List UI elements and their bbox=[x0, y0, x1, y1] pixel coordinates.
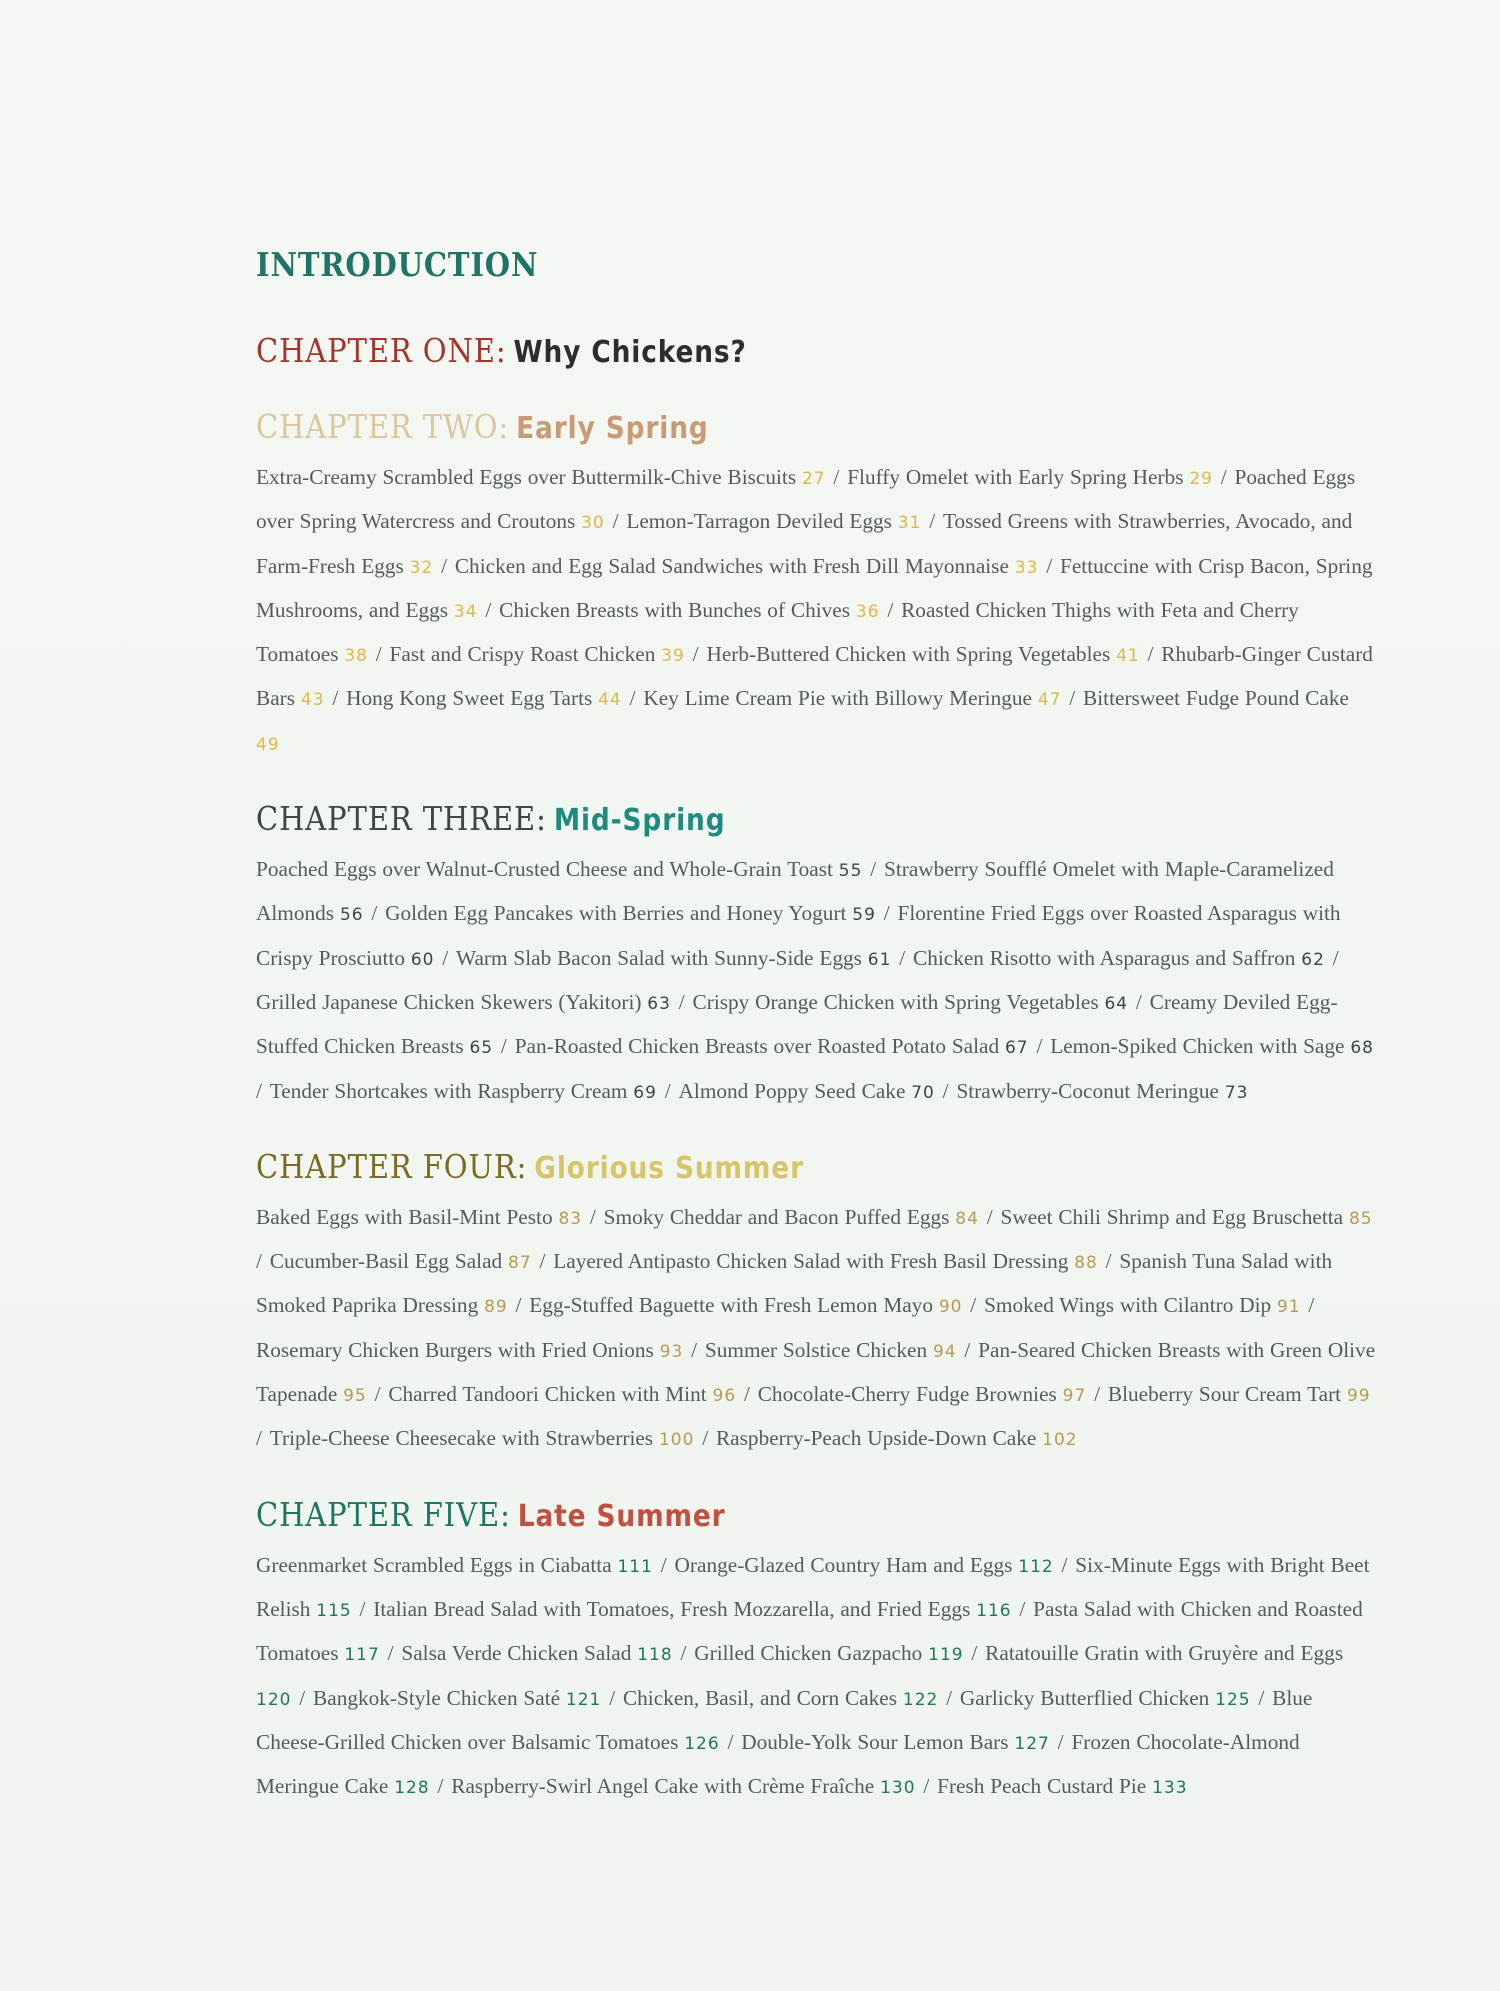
recipe-title: Fettuccine with Crisp Bacon, Spring Mushrooms, and Eggs bbox=[256, 553, 1373, 622]
recipe-page-number: 119 bbox=[928, 1645, 964, 1666]
separator-slash: / bbox=[864, 857, 882, 882]
recipe-title: Tender Shortcakes with Raspberry Cream bbox=[269, 1078, 628, 1103]
chapter-heading[interactable] bbox=[256, 407, 1242, 446]
recipe-page-number: 29 bbox=[1189, 469, 1213, 489]
separator-slash: / bbox=[721, 1729, 740, 1754]
recipe-title: Layered Antipasto Chicken Salad with Fresh Basil Dressing bbox=[553, 1249, 1069, 1274]
recipe-title: Key Lime Cream Pie with Billowy Meringue bbox=[643, 686, 1032, 711]
recipe-entry[interactable] bbox=[270, 1249, 532, 1273]
toc-content bbox=[256, 245, 1376, 1845]
recipe-page-number: 41 bbox=[1116, 646, 1140, 667]
separator-slash: / bbox=[936, 1078, 955, 1103]
recipe-entry[interactable] bbox=[529, 1293, 962, 1317]
recipe-entry[interactable] bbox=[256, 1205, 582, 1229]
recipe-title: Chocolate-Cherry Fudge Brownies bbox=[757, 1382, 1057, 1407]
chapter-label: CHAPTER TWO: bbox=[256, 407, 510, 446]
recipe-entry[interactable] bbox=[956, 1079, 1248, 1103]
chapter-heading[interactable] bbox=[256, 1494, 1242, 1534]
separator-slash: / bbox=[980, 1204, 999, 1229]
separator-slash: / bbox=[365, 901, 384, 926]
recipe-title: Extra-Creamy Scrambled Eggs over Buttermilk-Chive Biscuits bbox=[256, 465, 797, 489]
recipe-title: Roasted Chicken Thighs with Feta and Cherry Tomatoes bbox=[256, 597, 1299, 667]
separator-slash: / bbox=[1252, 1685, 1271, 1710]
recipe-entry[interactable] bbox=[705, 1338, 957, 1362]
recipe-title: Salsa Verde Chicken Salad bbox=[401, 1641, 632, 1666]
recipe-page-number: 64 bbox=[1104, 993, 1129, 1014]
recipe-page-number: 44 bbox=[598, 690, 622, 711]
recipe-entry[interactable] bbox=[758, 1382, 1087, 1406]
separator-slash: / bbox=[1130, 989, 1148, 1014]
recipe-page-number: 115 bbox=[316, 1600, 352, 1621]
separator-slash: / bbox=[1326, 945, 1339, 970]
recipe-page-number: 121 bbox=[565, 1689, 602, 1710]
recipe-list bbox=[256, 1544, 1376, 1810]
separator-slash: / bbox=[368, 1382, 387, 1407]
recipe-title: Double-Yolk Sour Lemon Bars bbox=[741, 1729, 1009, 1754]
recipe-page-number: 125 bbox=[1215, 1689, 1251, 1710]
recipe-entry[interactable] bbox=[401, 1641, 672, 1665]
recipe-page-number: 65 bbox=[469, 1038, 494, 1059]
recipe-entry[interactable] bbox=[456, 946, 891, 970]
recipe-title: Pasta Salad with Chicken and Roasted Tomatoes bbox=[256, 1596, 1363, 1666]
recipe-page-number: 111 bbox=[617, 1556, 653, 1577]
recipe-entry[interactable] bbox=[643, 686, 1061, 710]
recipe-page-number: 118 bbox=[637, 1645, 673, 1666]
recipe-page-number: 99 bbox=[1346, 1386, 1371, 1407]
recipe-entry[interactable] bbox=[390, 642, 685, 666]
recipe-title: Smoked Wings with Cilantro Dip bbox=[984, 1293, 1272, 1318]
separator-slash: / bbox=[958, 1337, 977, 1362]
recipe-page-number: 39 bbox=[661, 646, 685, 667]
recipe-page-number: 128 bbox=[394, 1778, 430, 1799]
recipe-page-number: 112 bbox=[1018, 1556, 1054, 1577]
recipe-entry[interactable] bbox=[937, 1774, 1187, 1798]
recipe-page-number: 43 bbox=[300, 690, 325, 711]
recipe-page-number: 38 bbox=[344, 646, 368, 667]
recipe-entry[interactable] bbox=[741, 1730, 1050, 1754]
recipe-title: Pan-Roasted Chicken Breasts over Roasted Potato Salad bbox=[514, 1034, 1000, 1059]
separator-slash: / bbox=[1214, 465, 1233, 489]
recipe-entry[interactable] bbox=[451, 1774, 915, 1798]
recipe-entry[interactable] bbox=[960, 1686, 1251, 1710]
recipe-title: Six-Minute Eggs with Bright Beet Relish bbox=[256, 1552, 1370, 1621]
recipe-entry[interactable] bbox=[256, 857, 862, 881]
recipe-title: Egg-Stuffed Baguette with Fresh Lemon Mayo bbox=[529, 1293, 934, 1318]
recipe-page-number: 95 bbox=[343, 1386, 367, 1407]
recipe-page-number: 56 bbox=[339, 905, 364, 926]
recipe-entry[interactable] bbox=[706, 642, 1139, 666]
recipe-page-number: 32 bbox=[409, 557, 434, 578]
recipe-page-number: 96 bbox=[712, 1386, 737, 1407]
recipe-entry[interactable] bbox=[679, 1079, 935, 1103]
separator-slash: / bbox=[584, 1204, 602, 1229]
recipe-page-number: 68 bbox=[1350, 1038, 1374, 1059]
chapter-subtitle: Late Summer bbox=[517, 1498, 726, 1534]
recipe-title: Smoky Cheddar and Bacon Puffed Eggs bbox=[603, 1204, 950, 1229]
separator-slash: / bbox=[435, 553, 453, 578]
recipe-title: Baked Eggs with Basil-Mint Pesto bbox=[256, 1204, 553, 1229]
recipe-title: Poached Eggs over Spring Watercress and Croutons bbox=[256, 465, 1356, 534]
recipe-entry[interactable] bbox=[623, 1686, 938, 1710]
recipe-title: Fresh Peach Custard Pie bbox=[937, 1774, 1147, 1799]
separator-slash: / bbox=[381, 1641, 400, 1666]
recipe-page-number: 126 bbox=[684, 1733, 720, 1754]
recipe-entry[interactable] bbox=[499, 598, 879, 622]
recipe-page-number: 90 bbox=[938, 1297, 963, 1318]
chapter-block bbox=[256, 1146, 1376, 1462]
separator-slash: / bbox=[672, 989, 691, 1014]
recipe-title: Fast and Crispy Roast Chicken bbox=[389, 642, 656, 667]
separator-slash: / bbox=[1302, 1293, 1315, 1318]
separator-slash: / bbox=[533, 1249, 552, 1274]
recipe-title: Chicken Breasts with Bunches of Chives bbox=[499, 597, 851, 622]
recipe-title: Raspberry-Swirl Angel Cake with Crème Fraîche bbox=[451, 1774, 875, 1799]
recipe-page-number: 117 bbox=[344, 1645, 380, 1666]
recipe-title: Golden Egg Pancakes with Berries and Honey Yogurt bbox=[385, 901, 847, 926]
recipe-page-number: 67 bbox=[1004, 1038, 1029, 1059]
recipe-page-number: 83 bbox=[558, 1208, 583, 1229]
recipe-page-number: 87 bbox=[508, 1253, 532, 1274]
recipe-list bbox=[256, 1196, 1376, 1462]
recipe-title: Lemon-Tarragon Deviled Eggs bbox=[626, 509, 892, 534]
recipe-entry[interactable] bbox=[626, 509, 921, 533]
separator-slash: / bbox=[1030, 1034, 1049, 1059]
chapter-heading[interactable] bbox=[256, 1146, 1242, 1186]
recipe-page-number: 102 bbox=[1042, 1430, 1078, 1451]
recipe-title: Spanish Tuna Salad with Smoked Paprika Dressing bbox=[256, 1249, 1333, 1318]
recipe-title: Ratatouille Gratin with Gruyère and Eggs bbox=[985, 1641, 1344, 1666]
recipe-page-number: 100 bbox=[658, 1430, 695, 1451]
recipe-title: Raspberry-Peach Upside-Down Cake bbox=[715, 1426, 1037, 1451]
chapter-heading[interactable] bbox=[256, 331, 1242, 370]
recipe-page-number: 89 bbox=[484, 1297, 508, 1318]
recipe-page-number: 97 bbox=[1062, 1386, 1087, 1407]
separator-slash: / bbox=[1063, 686, 1082, 711]
recipe-title: Cucumber-Basil Egg Salad bbox=[269, 1249, 503, 1274]
separator-slash: / bbox=[685, 1337, 703, 1362]
recipe-title: Chicken, Basil, and Corn Cakes bbox=[622, 1685, 898, 1710]
recipe-title: Hong Kong Sweet Egg Tarts bbox=[346, 686, 593, 711]
recipe-title: Herb-Buttered Chicken with Spring Vegetables bbox=[706, 642, 1111, 667]
recipe-entry[interactable] bbox=[1108, 1382, 1371, 1406]
separator-slash: / bbox=[353, 1596, 372, 1621]
recipe-title: Poached Eggs over Walnut-Crusted Cheese and Whole-Grain Toast bbox=[256, 857, 833, 882]
recipe-title: Italian Bread Salad with Tomatoes, Fresh Mozzarella, and Fried Eggs bbox=[373, 1596, 971, 1621]
recipe-title: Pan-Seared Chicken Breasts with Green Olive Tapenade bbox=[256, 1337, 1376, 1407]
separator-slash: / bbox=[738, 1382, 756, 1407]
chapter-label: CHAPTER FIVE: bbox=[256, 1494, 511, 1534]
recipe-entry[interactable] bbox=[604, 1205, 979, 1229]
recipe-title: Grilled Chicken Gazpacho bbox=[694, 1641, 923, 1666]
recipe-page-number: 36 bbox=[855, 601, 880, 622]
separator-slash: / bbox=[606, 509, 625, 534]
chapter-subtitle: Early Spring bbox=[516, 411, 709, 446]
separator-slash: / bbox=[1051, 1729, 1070, 1754]
separator-slash: / bbox=[1013, 1596, 1032, 1621]
separator-slash: / bbox=[1088, 1382, 1106, 1407]
recipe-entry[interactable] bbox=[984, 1293, 1301, 1317]
chapter-list bbox=[256, 331, 1376, 1809]
introduction-block bbox=[256, 245, 1376, 334]
recipe-title: Blueberry Sour Cream Tart bbox=[1107, 1382, 1342, 1407]
recipe-page-number: 116 bbox=[976, 1600, 1012, 1621]
recipe-entry[interactable] bbox=[913, 946, 1325, 970]
recipe-page-number: 84 bbox=[955, 1208, 979, 1229]
recipe-page-number: 93 bbox=[659, 1341, 684, 1362]
recipe-entry[interactable] bbox=[553, 1249, 1098, 1273]
recipe-title: Triple-Cheese Cheesecake with Strawberries bbox=[269, 1426, 654, 1451]
recipe-page-number: 127 bbox=[1014, 1733, 1050, 1754]
separator-slash: / bbox=[293, 1685, 312, 1710]
recipe-title: Rhubarb-Ginger Custard Bars bbox=[256, 642, 1373, 711]
recipe-title: Sweet Chili Shrimp and Egg Bruschetta bbox=[1000, 1204, 1344, 1229]
recipe-entry[interactable] bbox=[346, 686, 622, 710]
separator-slash: / bbox=[881, 597, 900, 622]
recipe-entry[interactable] bbox=[716, 1426, 1078, 1450]
recipe-entry[interactable] bbox=[693, 990, 1129, 1014]
chapter-subtitle: Glorious Summer bbox=[534, 1150, 805, 1186]
recipe-title: Strawberry Soufflé Omelet with Maple-Caramelized Almonds bbox=[256, 857, 1334, 926]
chapter-label: CHAPTER FOUR: bbox=[256, 1146, 528, 1186]
separator-slash: / bbox=[256, 1426, 268, 1451]
recipe-entry[interactable] bbox=[1050, 1034, 1374, 1058]
introduction-heading[interactable]: INTRODUCTION bbox=[256, 245, 539, 284]
recipe-page-number: 60 bbox=[410, 949, 435, 970]
recipe-title: Blue Cheese-Grilled Chicken over Balsamic Tomatoes bbox=[256, 1685, 1313, 1754]
recipe-page-number: 85 bbox=[1348, 1208, 1373, 1229]
recipe-page-number: 94 bbox=[932, 1341, 957, 1362]
recipe-entry[interactable] bbox=[270, 1426, 695, 1450]
recipe-page-number: 27 bbox=[801, 469, 826, 489]
recipe-page-number: 130 bbox=[880, 1778, 916, 1799]
recipe-title: Orange-Glazed Country Ham and Eggs bbox=[674, 1552, 1013, 1577]
recipe-title: Charred Tandoori Chicken with Mint bbox=[388, 1382, 707, 1407]
separator-slash: / bbox=[431, 1774, 450, 1799]
recipe-entry[interactable] bbox=[256, 1553, 653, 1577]
recipe-title: Garlicky Butterflied Chicken bbox=[959, 1685, 1210, 1710]
separator-slash: / bbox=[1040, 553, 1058, 578]
chapter-subtitle: Why Chickens? bbox=[513, 335, 747, 370]
recipe-page-number: 73 bbox=[1224, 1082, 1249, 1103]
recipe-title: Crispy Orange Chicken with Spring Vegetables bbox=[692, 989, 1099, 1014]
chapter-heading[interactable] bbox=[256, 799, 1242, 839]
separator-slash: / bbox=[326, 686, 345, 711]
recipe-title: Grilled Japanese Chicken Skewers (Yakitori) bbox=[256, 989, 642, 1014]
separator-slash: / bbox=[509, 1293, 528, 1318]
separator-slash: / bbox=[1141, 642, 1160, 667]
recipe-page-number: 133 bbox=[1152, 1778, 1188, 1799]
recipe-list bbox=[256, 848, 1376, 1114]
recipe-page-number: 88 bbox=[1074, 1253, 1098, 1274]
recipe-title: Summer Solstice Chicken bbox=[704, 1337, 928, 1362]
recipe-entry[interactable] bbox=[455, 554, 1039, 578]
recipe-page-number: 34 bbox=[453, 601, 478, 622]
separator-slash: / bbox=[256, 1078, 268, 1103]
recipe-title: Tossed Greens with Strawberries, Avocado, and Farm-Fresh Eggs bbox=[256, 509, 1353, 578]
recipe-entry[interactable] bbox=[313, 1686, 601, 1710]
separator-slash: / bbox=[658, 1078, 677, 1103]
recipe-entry[interactable] bbox=[256, 465, 826, 489]
separator-slash: / bbox=[623, 686, 642, 711]
chapter-block bbox=[256, 331, 1376, 410]
separator-slash: / bbox=[256, 1249, 268, 1274]
recipe-entry[interactable] bbox=[270, 1079, 657, 1103]
separator-slash: / bbox=[1055, 1552, 1074, 1577]
recipe-title: Frozen Chocolate-Almond Meringue Cake bbox=[256, 1729, 1300, 1799]
recipe-title: Bittersweet Fudge Pound Cake bbox=[1083, 686, 1349, 711]
recipe-title: Chicken and Egg Salad Sandwiches with Fresh Dill Mayonnaise bbox=[454, 553, 1009, 578]
separator-slash: / bbox=[917, 1774, 936, 1799]
recipe-title: Chicken Risotto with Asparagus and Saffron bbox=[912, 945, 1296, 970]
recipe-page-number: 31 bbox=[897, 513, 922, 534]
recipe-page-number: 49 bbox=[256, 734, 280, 755]
recipe-title: Almond Poppy Seed Cake bbox=[678, 1078, 906, 1103]
recipe-entry[interactable] bbox=[694, 1641, 963, 1665]
recipe-title: Bangkok-Style Chicken Saté bbox=[313, 1685, 561, 1710]
separator-slash: / bbox=[827, 465, 846, 489]
recipe-page-number: 30 bbox=[581, 513, 605, 534]
chapter-label: CHAPTER THREE: bbox=[256, 799, 547, 839]
recipe-title: Warm Slab Bacon Salad with Sunny-Side Eggs bbox=[456, 945, 862, 970]
recipe-title: Florentine Fried Eggs over Roasted Asparagus with Crispy Prosciutto bbox=[256, 901, 1341, 970]
recipe-page-number: 47 bbox=[1037, 690, 1062, 711]
separator-slash: / bbox=[877, 901, 896, 926]
recipe-title: Strawberry-Coconut Meringue bbox=[956, 1078, 1219, 1103]
recipe-page-number: 55 bbox=[838, 861, 863, 882]
recipe-entry[interactable] bbox=[515, 1034, 1029, 1058]
separator-slash: / bbox=[964, 1293, 983, 1318]
recipe-page-number: 59 bbox=[852, 905, 876, 926]
recipe-title: Rosemary Chicken Burgers with Fried Onions bbox=[256, 1337, 654, 1362]
separator-slash: / bbox=[686, 642, 705, 667]
separator-slash: / bbox=[965, 1641, 984, 1666]
recipe-list bbox=[256, 456, 1376, 766]
chapter-block bbox=[256, 1494, 1376, 1810]
recipe-page-number: 120 bbox=[256, 1689, 292, 1710]
recipe-title: Greenmarket Scrambled Eggs in Ciabatta bbox=[256, 1552, 612, 1577]
recipe-title: Fluffy Omelet with Early Spring Herbs bbox=[847, 465, 1184, 489]
separator-slash: / bbox=[674, 1641, 693, 1666]
recipe-entry[interactable] bbox=[256, 990, 671, 1014]
separator-slash: / bbox=[654, 1552, 673, 1577]
separator-slash: / bbox=[369, 642, 388, 667]
recipe-entry[interactable] bbox=[256, 1338, 683, 1362]
recipe-page-number: 91 bbox=[1276, 1297, 1301, 1318]
recipe-title: Lemon-Spiked Chicken with Sage bbox=[1050, 1034, 1345, 1059]
chapter-block bbox=[256, 407, 1376, 766]
separator-slash: / bbox=[893, 945, 911, 970]
recipe-page-number: 62 bbox=[1301, 949, 1325, 970]
separator-slash: / bbox=[436, 945, 455, 970]
recipe-entry[interactable] bbox=[373, 1597, 1011, 1621]
separator-slash: / bbox=[940, 1685, 958, 1710]
recipe-page-number: 61 bbox=[867, 949, 892, 970]
separator-slash: / bbox=[603, 1685, 621, 1710]
recipe-page-number: 70 bbox=[911, 1082, 935, 1103]
chapter-block bbox=[256, 799, 1376, 1114]
recipe-page-number: 122 bbox=[902, 1689, 939, 1710]
separator-slash: / bbox=[479, 597, 498, 622]
chapter-subtitle: Mid-Spring bbox=[553, 803, 726, 839]
separator-slash: / bbox=[923, 509, 942, 534]
recipe-page-number: 63 bbox=[647, 993, 671, 1014]
recipe-entry[interactable] bbox=[385, 901, 876, 925]
separator-slash: / bbox=[696, 1426, 714, 1451]
recipe-entry[interactable] bbox=[388, 1382, 736, 1406]
recipe-entry[interactable] bbox=[847, 465, 1213, 489]
chapter-label: CHAPTER ONE: bbox=[256, 331, 507, 370]
recipe-entry[interactable] bbox=[675, 1553, 1054, 1577]
recipe-entry[interactable] bbox=[1000, 1205, 1372, 1229]
recipe-page-number: 69 bbox=[633, 1082, 657, 1103]
recipe-title: Creamy Deviled Egg-Stuffed Chicken Breasts bbox=[256, 989, 1338, 1059]
separator-slash: / bbox=[1099, 1249, 1118, 1274]
recipe-page-number: 33 bbox=[1014, 557, 1039, 578]
separator-slash: / bbox=[495, 1034, 513, 1059]
